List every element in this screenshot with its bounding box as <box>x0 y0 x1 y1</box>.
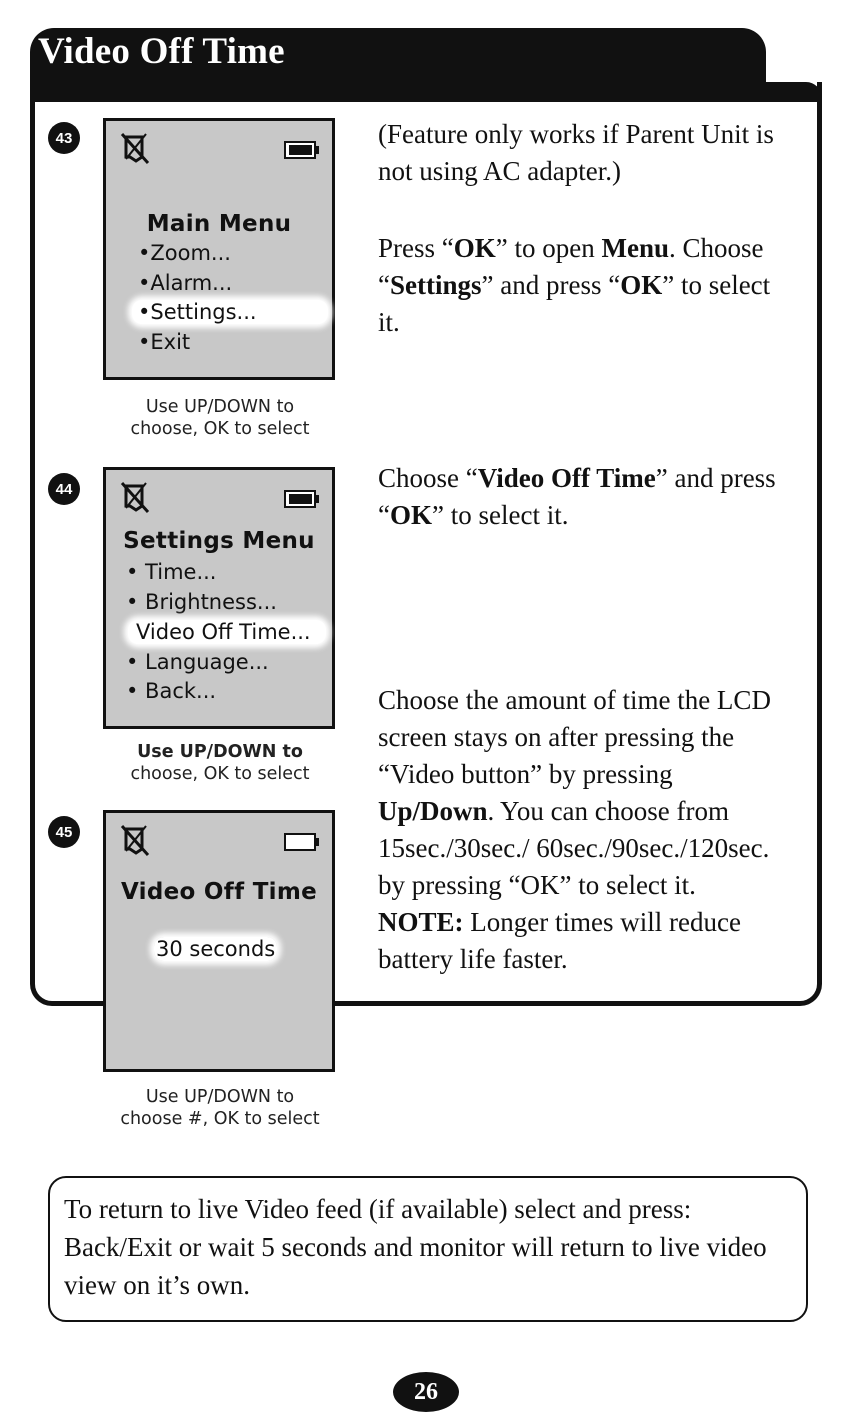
menu-item-language: • Language... <box>126 650 269 674</box>
text-run: ” to select it. <box>378 270 771 337</box>
screen-caption-45 <box>94 1086 346 1130</box>
lcd-screen-settings-menu <box>103 467 335 729</box>
text-run: ” to select it. <box>432 500 569 530</box>
menu-item-back: • Back... <box>126 679 217 703</box>
caption-line: Use UP/DOWN to <box>145 1087 295 1107</box>
step-number-44: 44 <box>48 473 80 505</box>
text-run: ” and press “ <box>481 270 621 300</box>
text-run: Settings <box>389 270 482 300</box>
text-run: ” and press “ <box>378 463 776 530</box>
menu-item-time: • Time... <box>126 560 217 584</box>
caption-line: Use UP/DOWN to <box>145 397 295 417</box>
caption-line: choose, OK to select <box>130 764 310 784</box>
step-number-43: 43 <box>48 122 80 154</box>
text-run: Press “ <box>378 233 454 263</box>
text-run: Menu <box>601 233 669 263</box>
text-run: OK <box>453 233 496 263</box>
menu-item-alarm: •Alarm... <box>138 271 233 295</box>
text-run: Up/Down <box>378 796 488 826</box>
text-run: OK <box>620 270 663 300</box>
text-run: NOTE: <box>378 907 464 937</box>
text-run: . You can choose from 15sec./30sec./ 60sec./90sec./120sec. by pressing “OK” to select it. <box>378 796 770 900</box>
return-to-live-video-note: To return to live Video feed (if available) select and press: Back/Exit or wait 5 seconds and monitor will return to live video view on it’s own. <box>48 1176 808 1322</box>
speaker-muted-icon <box>120 131 150 165</box>
battery-empty-icon <box>284 833 320 851</box>
instruction-ac-adapter: (Feature only works if Parent Unit is not using AC adapter.) <box>378 119 774 186</box>
text-run: OK <box>389 500 432 530</box>
screen-title: Main Menu <box>146 211 292 237</box>
text-run: Choose the amount of time the LCD screen stays on after pressing the “Video button” by pressing <box>378 685 771 789</box>
battery-icon <box>284 490 320 508</box>
lcd-screen-video-off-time <box>103 810 335 1072</box>
text-run: Video Off Time <box>477 463 656 493</box>
step-number-45: 45 <box>48 816 80 848</box>
battery-icon <box>284 141 320 159</box>
screen-caption-43 <box>94 396 346 440</box>
text-run: ” to open <box>495 233 602 263</box>
menu-item-zoom: •Zoom... <box>138 241 231 265</box>
page-number: 26 <box>393 1372 459 1412</box>
text-run: . Choose “ <box>378 233 764 300</box>
timeout-value <box>154 937 277 961</box>
caption-line: Use UP/DOWN to <box>137 742 303 762</box>
page-title: Video Off Time <box>38 31 285 72</box>
timeout-value-text: 30 seconds <box>156 937 276 961</box>
text-run: Longer times will reduce battery life faster. <box>378 907 741 974</box>
caption-line: choose, OK to select <box>130 419 310 439</box>
speaker-muted-icon <box>120 823 150 857</box>
lcd-screen-main-menu <box>103 118 335 380</box>
speaker-muted-icon <box>120 480 150 514</box>
menu-item-brightness: • Brightness... <box>126 590 277 614</box>
instruction-open-menu <box>378 230 798 341</box>
screen-caption-44 <box>94 741 346 785</box>
caption-line: choose #, OK to select <box>120 1109 320 1129</box>
screen-title: Settings Menu <box>123 528 315 554</box>
menu-item-exit: •Exit <box>138 330 191 354</box>
instruction-choose-video-off-time <box>378 460 798 534</box>
menu-item-settings-highlighted: •Settings... <box>132 300 328 324</box>
screen-title: Video Off Time <box>120 879 318 905</box>
instruction-choose-time-amount <box>378 682 788 978</box>
menu-item-video-off-time-highlighted: Video Off Time... <box>128 620 326 644</box>
text-run: Choose “ <box>378 463 478 493</box>
